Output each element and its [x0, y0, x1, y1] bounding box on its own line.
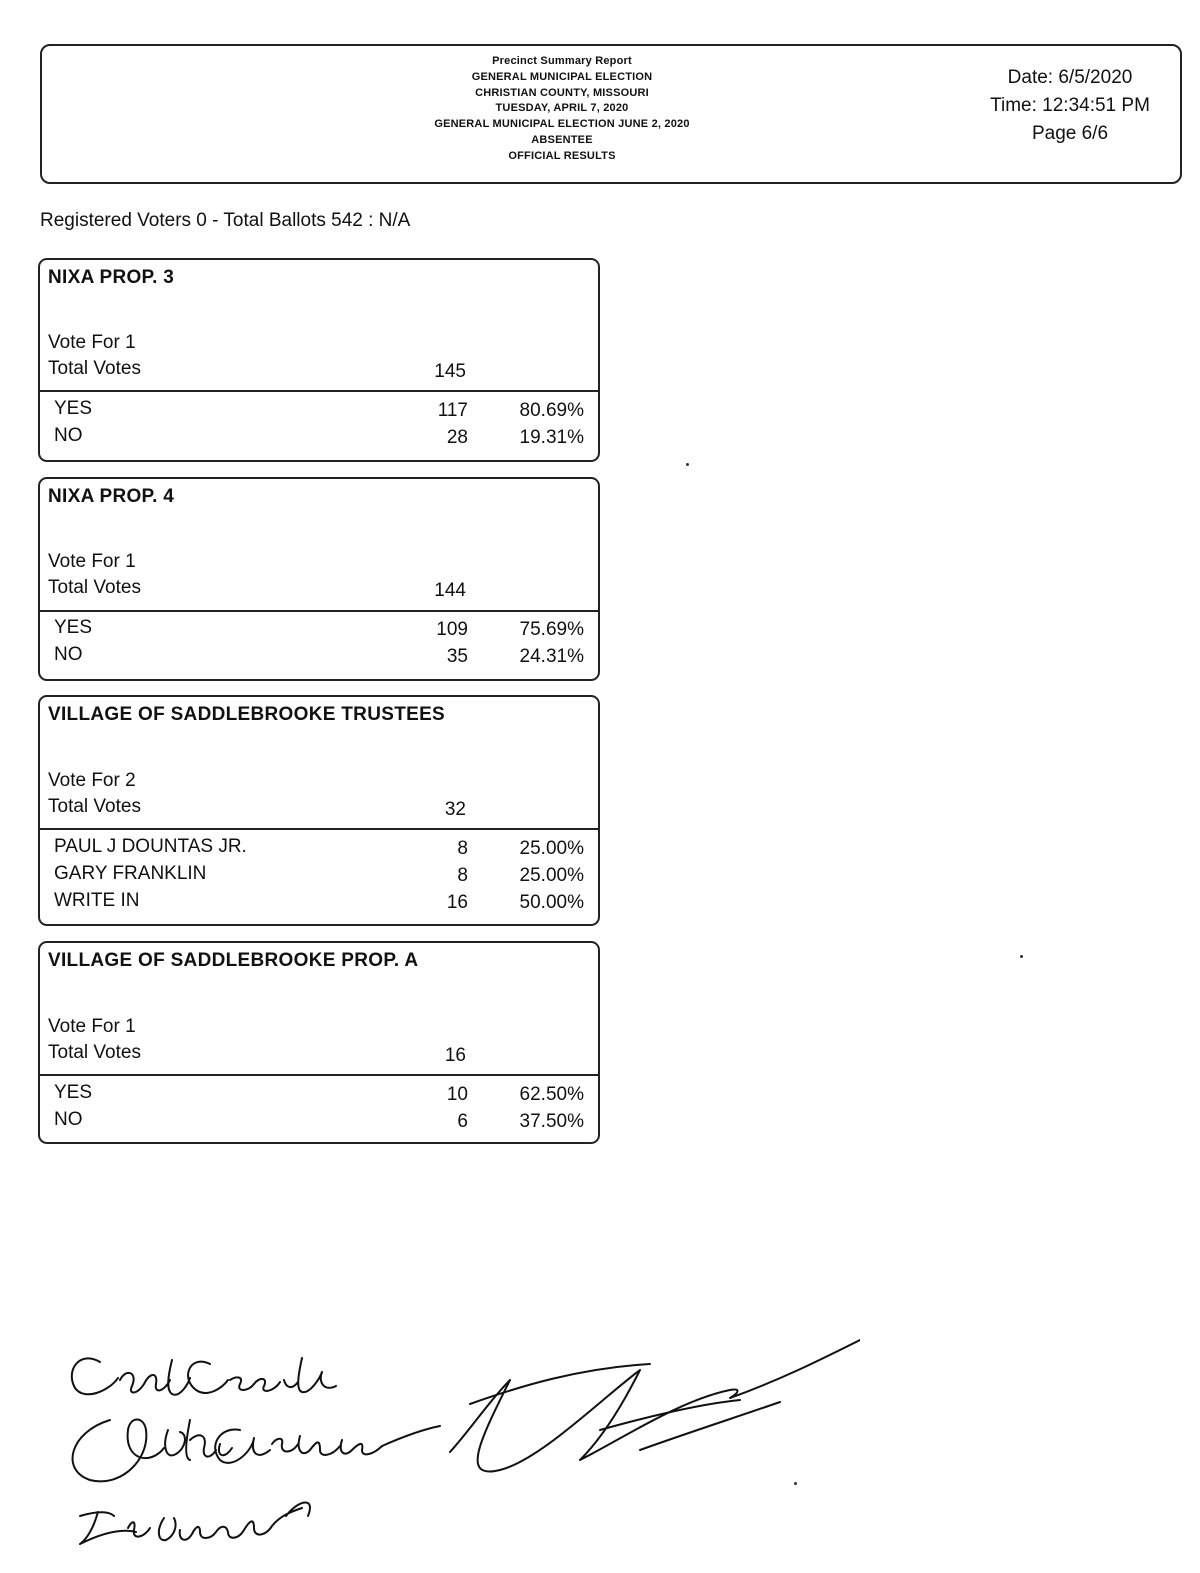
candidate-percent: 19.31%	[519, 427, 584, 448]
candidate-name: NO	[54, 425, 83, 446]
candidate-percent: 80.69%	[519, 400, 584, 421]
candidate-name: GARY FRANKLIN	[54, 863, 207, 884]
candidate-row	[40, 398, 598, 425]
signature-flourish-2	[470, 1364, 780, 1450]
candidate-name: NO	[54, 1109, 83, 1130]
report-date: Date: 6/5/2020	[1007, 67, 1133, 88]
candidate-name: PAUL J DOUNTAS JR.	[54, 836, 247, 857]
scan-speck	[686, 463, 689, 466]
vote-for-label: Vote For 2	[48, 770, 136, 791]
total-votes-label: Total Votes	[48, 1042, 141, 1063]
report-title: Precinct Summary Report	[492, 55, 632, 67]
contest-nixa-prop-4	[38, 477, 600, 681]
candidate-name: YES	[54, 617, 93, 638]
election-date: TUESDAY, APRIL 7, 2020	[495, 102, 629, 115]
candidate-name: NO	[54, 644, 83, 665]
candidate-percent: 24.31%	[519, 646, 584, 667]
divider	[40, 1074, 598, 1076]
county-name: CHRISTIAN COUNTY, MISSOURI	[475, 86, 649, 99]
candidate-votes: 16	[446, 892, 468, 913]
candidate-name: YES	[54, 398, 93, 419]
candidate-votes: 8	[457, 838, 468, 859]
ballot-type: ABSENTEE	[531, 133, 593, 146]
signature-line-3	[80, 1502, 310, 1544]
candidate-percent: 62.50%	[519, 1084, 584, 1105]
contest-saddlebrooke-prop-a	[38, 941, 600, 1144]
report-title-block	[342, 54, 782, 165]
report-meta	[970, 64, 1170, 148]
total-votes-value: 32	[444, 799, 466, 820]
candidate-row	[40, 425, 598, 452]
total-votes-label: Total Votes	[48, 796, 141, 817]
contest-saddlebrooke-trustees	[38, 695, 600, 926]
candidate-votes: 109	[436, 619, 468, 640]
candidate-name: WRITE IN	[54, 890, 140, 911]
candidate-percent: 25.00%	[519, 838, 584, 859]
report-header	[40, 44, 1182, 184]
candidate-row	[40, 1082, 598, 1109]
contest-title: VILLAGE OF SADDLEBROOKE PROP. A	[48, 950, 419, 971]
contest-title: NIXA PROP. 3	[48, 267, 175, 288]
page-number: Page 6/6	[1031, 123, 1109, 144]
candidate-votes: 117	[437, 400, 468, 421]
candidate-votes: 6	[457, 1111, 468, 1132]
candidate-votes: 28	[446, 427, 468, 448]
vote-for-label: Vote For 1	[48, 332, 136, 353]
candidate-name: YES	[54, 1082, 93, 1103]
candidate-row	[40, 644, 598, 671]
candidate-row	[40, 890, 598, 917]
signature-flourish	[450, 1340, 860, 1472]
vote-for-label: Vote For 1	[48, 551, 136, 572]
candidate-row	[40, 1109, 598, 1136]
total-votes-value: 144	[434, 580, 466, 601]
candidate-percent: 25.00%	[519, 865, 584, 886]
divider	[40, 610, 598, 612]
candidate-percent: 50.00%	[519, 892, 584, 913]
signature-line-2	[73, 1420, 440, 1482]
results-status: OFFICIAL RESULTS	[508, 149, 616, 162]
election-name: GENERAL MUNICIPAL ELECTION	[471, 70, 653, 83]
contest-nixa-prop-3	[38, 258, 600, 462]
report-time: Time: 12:34:51 PM	[990, 95, 1150, 116]
candidate-votes: 8	[457, 865, 468, 886]
contest-title: NIXA PROP. 4	[48, 486, 175, 507]
election-subtitle: GENERAL MUNICIPAL ELECTION JUNE 2, 2020	[434, 118, 690, 131]
handwritten-signatures	[40, 1320, 860, 1560]
divider	[40, 390, 598, 392]
vote-for-label: Vote For 1	[48, 1016, 136, 1037]
total-votes-value: 16	[444, 1045, 466, 1066]
total-votes-label: Total Votes	[48, 577, 141, 598]
candidate-row	[40, 836, 598, 863]
candidate-votes: 35	[446, 646, 468, 667]
candidate-percent: 75.69%	[519, 619, 584, 640]
contest-title: VILLAGE OF SADDLEBROOKE TRUSTEES	[48, 704, 446, 725]
candidate-percent: 37.50%	[519, 1111, 584, 1132]
scan-speck	[1020, 955, 1023, 958]
registered-voters-summary: Registered Voters 0 - Total Ballots 542 : N/A	[40, 210, 411, 231]
candidate-votes: 10	[446, 1084, 468, 1105]
candidate-row	[40, 617, 598, 644]
divider	[40, 828, 598, 830]
signature-line-1	[72, 1358, 336, 1395]
total-votes-value: 145	[434, 361, 466, 382]
candidate-row	[40, 863, 598, 890]
total-votes-label: Total Votes	[48, 358, 141, 379]
